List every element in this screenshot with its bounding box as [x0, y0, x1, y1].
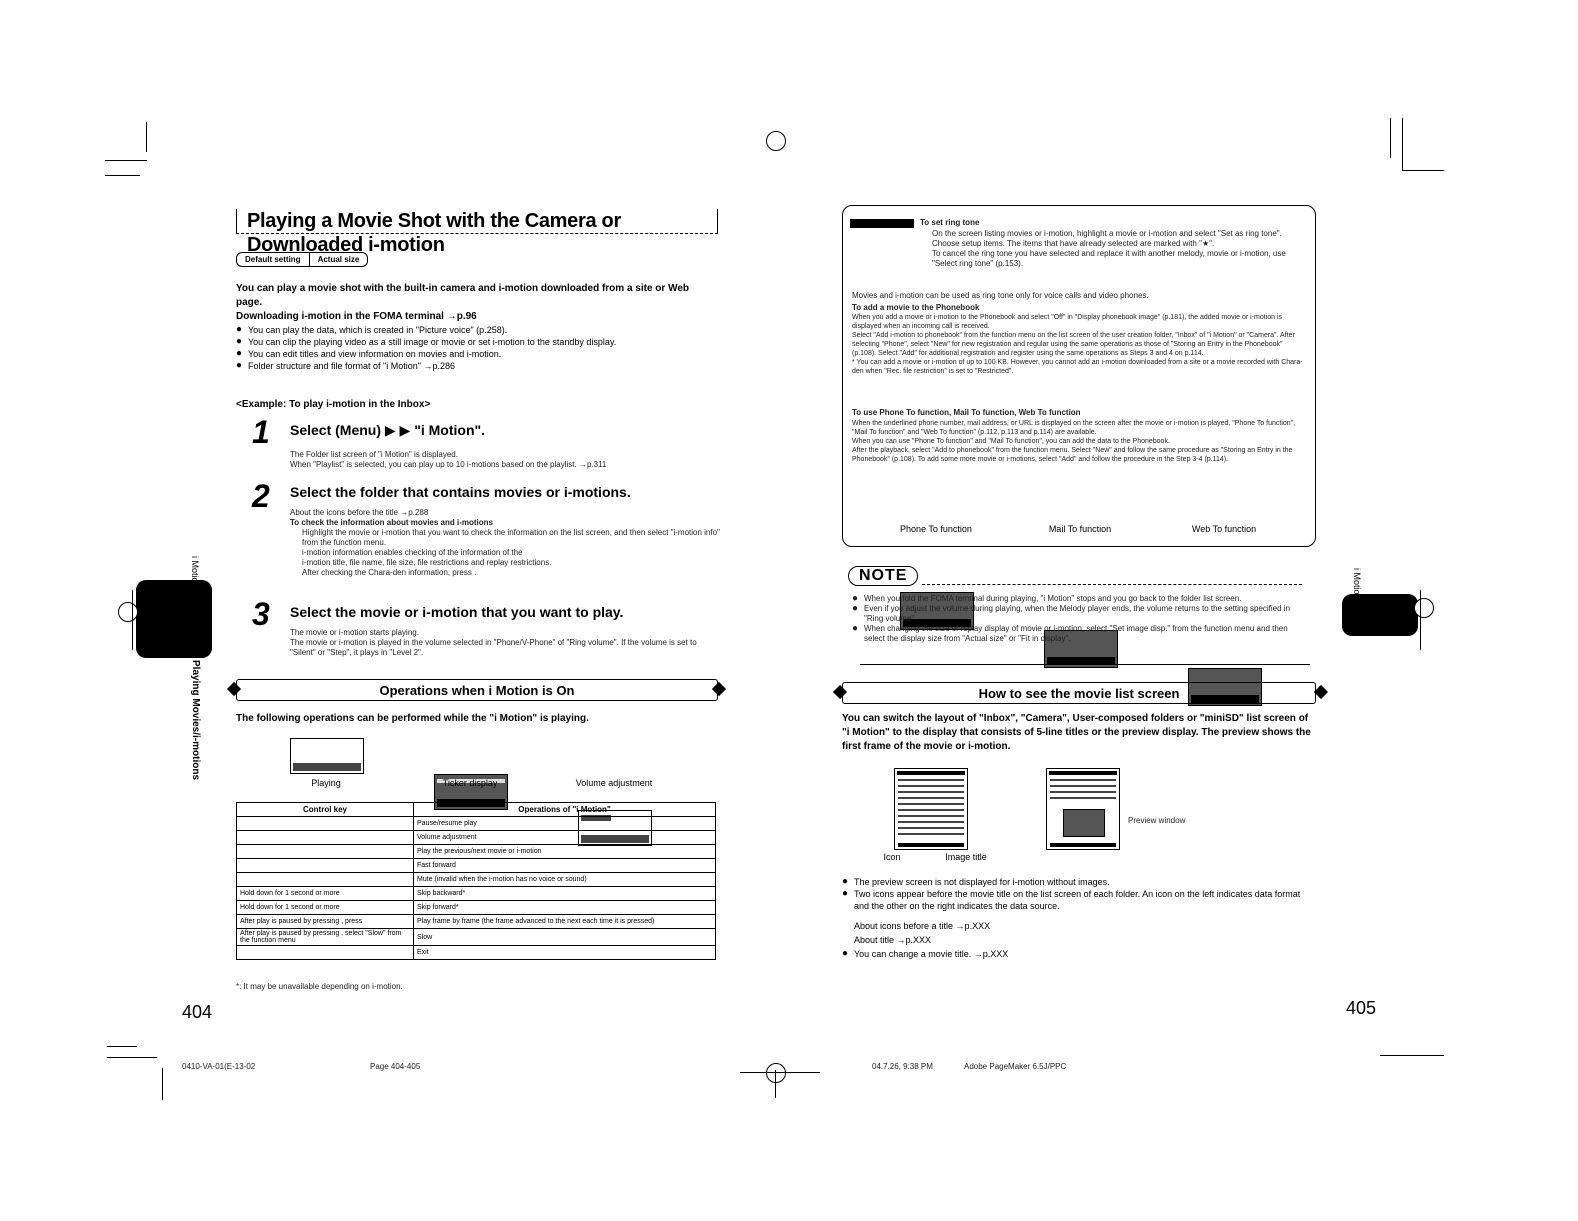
note-bullet: ● When changing the size of replay display of movie or i-motion, select "Set image disp." from the function menu and then select the display size from "Actual size" or "Fit in display". [852, 624, 1304, 644]
table-cell: Mute (invalid when the i-motion has no voice or sound) [414, 873, 716, 887]
screen-caption: Mail To function [1048, 524, 1112, 534]
step-note: The movie or i-motion is played in the volume selected in "Phone/V-Phone" of "Ring volume". If the volume is set to "Silent" or "Step", it plays in "Level 2". [290, 638, 697, 657]
right-side-small-label: i Motion [1352, 568, 1362, 600]
bullet-item: ● You can change a movie title. →p.XXX [842, 948, 1314, 960]
ring-tone-line: On the screen listing movies or i-motion, highlight a movie or i-motion and select "Set as ring tone". [932, 229, 1282, 238]
bottom-bullets [842, 876, 1314, 912]
page-title-box [236, 209, 718, 256]
note-bullet: ● Even if you adjust the volume during playing, when the Melody player ends, the volume returns to the setting specified in "Ring volume". [852, 604, 1304, 624]
registration-mark [766, 1063, 786, 1083]
step-title: Select the movie or i-motion that you want to play. [290, 604, 624, 620]
right-side-tab [1342, 594, 1418, 636]
step-notes [290, 628, 720, 658]
table-cell [237, 831, 414, 845]
table-row [237, 845, 716, 859]
step-title: Select the folder that contains movies or i-motions. [290, 484, 631, 500]
about-icons-ref: About icons before a title →p.XXX [854, 921, 991, 931]
registration-mark [118, 602, 138, 622]
list-screen [894, 768, 968, 850]
playing-screen [290, 738, 364, 774]
section-heading: Operations when i Motion is On [236, 679, 718, 701]
example-heading: <Example: To play i-motion in the Inbox> [236, 399, 431, 410]
footer-page: Page 404-405 [370, 1062, 421, 1071]
ring-tone-line: To cancel the ring tone you have selected and replace it with another melody, movie or i-motion, use "Select ring tone" (p.153). [932, 249, 1286, 268]
table-row [237, 873, 716, 887]
phone-to-lines [852, 419, 1304, 464]
step-note: About the icons before the title →p.288 [290, 508, 429, 517]
preview-label: Icon [883, 852, 901, 862]
table-row [237, 901, 716, 915]
setting-box [236, 252, 368, 267]
ring-tone-line: Choose setup items. The items that have already selected are marked with "★". [932, 239, 1215, 248]
note-bottom-rule [860, 664, 1310, 665]
section-intro: The following operations can be performed while the "i Motion" is playing. [236, 713, 589, 724]
table-cell: Play frame by frame (the frame advanced to the next each time it is pressed) [414, 915, 716, 929]
step-note: The movie or i-motion starts playing. [290, 628, 419, 637]
crop-mark [162, 1068, 163, 1100]
screen-caption: Web To function [1191, 524, 1257, 534]
phone-to-title: To use Phone To function, Mail To function, Web To function [852, 408, 1081, 417]
screen-caption: Ticker display [442, 778, 498, 788]
registration-mark [1414, 598, 1434, 618]
default-setting-label: Default setting [245, 255, 301, 264]
table-cell: After play is paused by pressing , select "Slow" from the function menu [237, 929, 414, 946]
footer-time: 04.7.26, 9:38 PM [872, 1062, 933, 1071]
bullet-item: ● Two icons appear before the movie title on the list screen of each folder. An icon on the left indicates data format and the other on the right indicates the data source. [842, 888, 1314, 912]
registration-mark [766, 131, 786, 151]
step-note: i-motion information enables checking of the information of the [302, 548, 523, 557]
table-row [237, 915, 716, 929]
intro-text: You can play a movie shot with the built-in camera and i-motion downloaded from a site or Web page. [236, 283, 690, 308]
left-side-tab [136, 580, 212, 658]
table-row [237, 817, 716, 831]
table-cell: Play the previous/next movie or i-motion [414, 845, 716, 859]
table-row [237, 831, 716, 845]
crop-mark [775, 1070, 776, 1098]
phone-to-line: After the playback, select "Add to phonebook" from the function menu. Select "New" and follow the same procedure as "Storing an Entry in the Phonebook" (p.108). To add some more movie or i-motions, select "Add" and follow the procedure in the Step 3-4 (p.114). [852, 447, 1293, 463]
note-label: NOTE [848, 566, 918, 586]
table-cell [237, 817, 414, 831]
table-cell: Exit [414, 946, 716, 960]
crop-mark [1380, 1055, 1444, 1056]
note-rule [922, 584, 1302, 585]
ring-tone-title: To set ring tone [920, 218, 980, 227]
section-diamond-right [1314, 685, 1328, 699]
page-number-right: 405 [1346, 998, 1377, 1018]
actual-size-label: Actual size [309, 253, 368, 266]
crop-mark [132, 590, 133, 650]
phonebook-line: * You can add a movie or i-motion of up to 100 KB. However, you cannot add an i-motion downloaded from a site or a movie recorded with Chara-den when "Rec. file restriction" is set to "Restricted". [852, 359, 1303, 375]
table-cell: Hold down for 1 second or more [237, 887, 414, 901]
table-cell: Pause/resume play [414, 817, 716, 831]
table-row [237, 946, 716, 960]
table-cell: Hold down for 1 second or more [237, 901, 414, 915]
step-notes [290, 508, 720, 578]
crop-mark [107, 1057, 157, 1058]
screen-caption: Playing [311, 778, 341, 788]
footer-app: Adobe PageMaker 6.5J/PPC [964, 1062, 1067, 1071]
about-title-ref: About title →p.XXX [854, 935, 932, 945]
table-header: Control key [237, 803, 414, 817]
bullet-item: ● The preview screen is not displayed for i-motion without images. [842, 876, 1314, 888]
table-cell: After play is paused by pressing , press [237, 915, 414, 929]
step-note: After checking the Chara-den information, press . [302, 568, 477, 577]
step-note: Highlight the movie or i-motion that you want to check the information on the list screen, and then select "i-motion info" from the function menu. [302, 528, 720, 547]
intro-bullets [236, 324, 716, 372]
bullet-item: ● You can clip the playing video as a still image or movie or set i-motion to the standby display. [236, 336, 716, 348]
crop-mark [105, 160, 147, 161]
table-cell: Slow [414, 929, 716, 946]
phonebook-lines [852, 313, 1304, 376]
section-heading: How to see the movie list screen [842, 682, 1316, 704]
preview-screen [1046, 768, 1120, 850]
bullet-item: ● You can play the data, which is created in "Picture voice" (p.258). [236, 324, 716, 336]
phonebook-line: When you add a movie or i-motion to the Phonebook and select "Off" in "Display phonebook image" (p.181), the added movie or i-motion is displayed when an incoming call is received. [852, 314, 1283, 330]
table-footnote: *: It may be unavailable depending on i-motion. [236, 982, 403, 991]
table-cell: Skip backward* [414, 887, 716, 901]
crop-mark [1402, 170, 1444, 171]
preview-label: Preview window [1128, 816, 1186, 825]
ring-tone-note: Movies and i-motion can be used as ring tone only for voice calls and video phones. [852, 291, 1149, 300]
step-notes [290, 450, 720, 470]
table-cell: Volume adjustment [414, 831, 716, 845]
step-note: i-motion title, file name, file size, file restrictions and replay restrictions. [302, 558, 552, 567]
crop-mark [1420, 590, 1421, 650]
step-title: Select (Menu) ▶ ▶ "i Motion". [290, 422, 486, 438]
ring-tone-lines [932, 229, 1304, 269]
table-row [237, 859, 716, 873]
downloading-text: Downloading i-motion in the FOMA terminal →p.96 [236, 311, 477, 322]
table-header: Operations of "i Motion" [414, 803, 716, 817]
table-row [237, 887, 716, 901]
table-cell [237, 859, 414, 873]
phone-to-line: When the underlined phone number, mail address, or URL is displayed on the screen after the movie or i-motion is played, "Phone To function", "Mail To function" and "Web To function" (p.112, p.113 and p.114) are available. [852, 420, 1296, 436]
footer-code: 0410-VA-01(E-13-02 [182, 1062, 256, 1071]
preview-label: Image title [945, 852, 987, 862]
table-cell: Fast forward [414, 859, 716, 873]
page-title: Playing a Movie Shot with the Camera or Downloaded i-motion [247, 210, 621, 256]
step-note: To check the information about movies and i-motions [290, 518, 493, 527]
table-cell [237, 946, 414, 960]
note-bullet: ● When you fold the FOMA terminal during playing, "i Motion" stops and you go back to the folder list screen. [852, 594, 1304, 604]
table-cell [237, 845, 414, 859]
section-intro: You can switch the layout of "Inbox", "Camera", User-composed folders or "miniSD" list screen of "i Motion" to the display that consists of 5-line titles or the preview display. The preview shows the first frame of the movie or i-motion. [842, 713, 1311, 752]
last-bullet [842, 948, 1314, 960]
phonebook-line: Select "Add i-motion to phonebook" from the function menu on the list screen of the user creation folder, "Inbox" of "i Motion" or "Camera". After selecting "Phone", select "New" for new registration and regular using the same operations as those of "Storing an Entry in the Phonebook" (p.108). Select "Add" for additional registration and register using the same operations as Steps 3 and 4 on p.114. [852, 332, 1295, 357]
bullet-item: ● Folder structure and file format of "i Motion" →p.286 [236, 360, 716, 372]
phonebook-title: To add a movie to the Phonebook [852, 303, 980, 312]
phone-to-line: When you can use "Phone To function" and "Mail To function", you can add the data to the Phonebook. [852, 438, 1170, 445]
crop-mark [146, 122, 147, 152]
ring-tone-label-box [850, 219, 914, 228]
screen-caption: Phone To function [900, 524, 972, 534]
crop-mark [1390, 118, 1391, 158]
bullet-item: ● You can edit titles and view information on movies and i-motion. [236, 348, 716, 360]
step-note: The Folder list screen of "i Motion" is displayed. [290, 450, 458, 459]
table-header-row [237, 803, 716, 817]
note-bullets [852, 594, 1304, 644]
left-side-small-label: i Motion [190, 556, 200, 588]
crop-mark [107, 1046, 137, 1047]
operations-table [236, 802, 716, 960]
crop-mark [1402, 118, 1403, 170]
step-number: 2 [252, 478, 270, 514]
step-note: When "Playlist" is selected, you can play up to 10 i-motions based on the playlist. →p.311 [290, 460, 607, 469]
table-cell: Skip forward* [414, 901, 716, 915]
crop-mark [105, 175, 140, 176]
page-number-left: 404 [182, 1002, 213, 1022]
table-row [237, 929, 716, 946]
step-number: 1 [252, 414, 270, 450]
screen-caption: Volume adjustment [575, 778, 653, 788]
left-side-label: Playing Movies/i-motions [190, 660, 201, 781]
step-number: 3 [252, 596, 270, 632]
table-cell [237, 873, 414, 887]
